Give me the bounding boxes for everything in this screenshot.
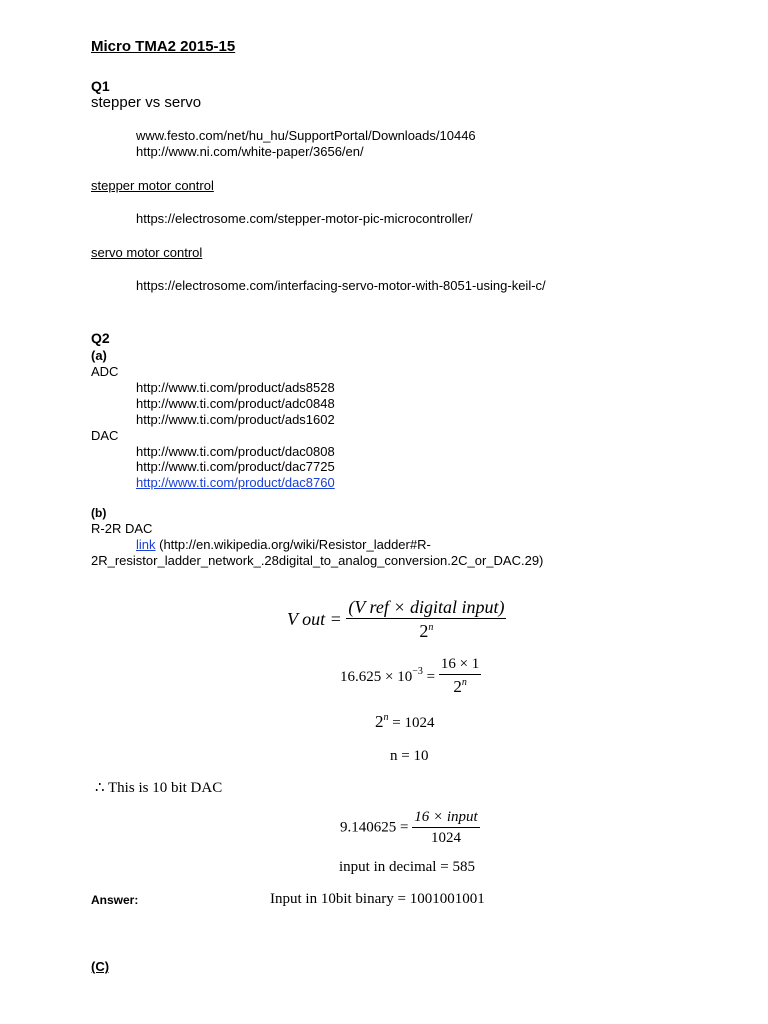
q2-part-b: (b): [91, 506, 107, 520]
adc-label: ADC: [91, 364, 119, 379]
equation-n: n = 10: [390, 748, 429, 764]
equation-substitution: $16.625 \times 10^{-3}$ = $\frac{16 \times 1}{2^n}$: [340, 656, 480, 696]
stepper-link[interactable]: https://electrosome.com/stepper-motor-pic-microcontroller/: [136, 211, 473, 226]
equation-power: $2^n = 1024$: [375, 712, 435, 731]
q2-part-c: (C): [91, 959, 110, 974]
q2-part-a: (a): [91, 348, 107, 363]
conclusion-10-bit: ∴ This is 10 bit DAC: [95, 780, 223, 796]
servo-motor-control-label: servo motor control: [91, 245, 203, 260]
dac-link-dac8760[interactable]: http://www.ti.com/product/dac8760: [136, 475, 335, 490]
wiki-reference-line1: link (http://en.wikipedia.org/wiki/Resistor_ladder#R-: [136, 537, 431, 552]
q2-heading: Q2: [91, 330, 110, 346]
equation-input: 9.140625 = $\frac{\text{16 × input}}{1024}$: [340, 809, 478, 846]
stepper-motor-control-label: stepper motor control: [91, 178, 214, 193]
adc-link-ads1602[interactable]: http://www.ti.com/product/ads1602: [136, 412, 335, 427]
dac-link-dac7725[interactable]: http://www.ti.com/product/dac7725: [136, 459, 335, 474]
wiki-link[interactable]: link: [136, 537, 156, 552]
servo-link[interactable]: https://electrosome.com/interfacing-servo-motor-with-8051-using-keil-c/: [136, 278, 546, 293]
dac-label: DAC: [91, 428, 119, 443]
equation-binary: Input in 10bit binary = 1001001001: [270, 891, 485, 907]
q1-subtitle: stepper vs servo: [91, 94, 202, 111]
document-title: Micro TMA2 2015-15: [91, 38, 236, 55]
answer-label: Answer:: [91, 893, 139, 907]
r2r-dac-label: R-2R DAC: [91, 521, 153, 536]
equation-decimal: input in decimal = 585: [339, 859, 475, 875]
equation-vout: V out = $\frac{\text{(V ref × digital input)}}{2^n}$: [287, 597, 505, 641]
dac-link-dac0808[interactable]: http://www.ti.com/product/dac0808: [136, 444, 335, 459]
q1-heading: Q1: [91, 78, 110, 94]
adc-link-ads8528[interactable]: http://www.ti.com/product/ads8528: [136, 380, 335, 395]
ni-link[interactable]: http://www.ni.com/white-paper/3656/en/: [136, 144, 364, 159]
adc-link-adc0848[interactable]: http://www.ti.com/product/adc0848: [136, 396, 335, 411]
wiki-reference-line2: 2R_resistor_ladder_network_.28digital_to_analog_conversion.2C_or_DAC.29): [91, 553, 544, 568]
festo-link[interactable]: www.festo.com/net/hu_hu/SupportPortal/Downloads/10446: [136, 128, 476, 143]
